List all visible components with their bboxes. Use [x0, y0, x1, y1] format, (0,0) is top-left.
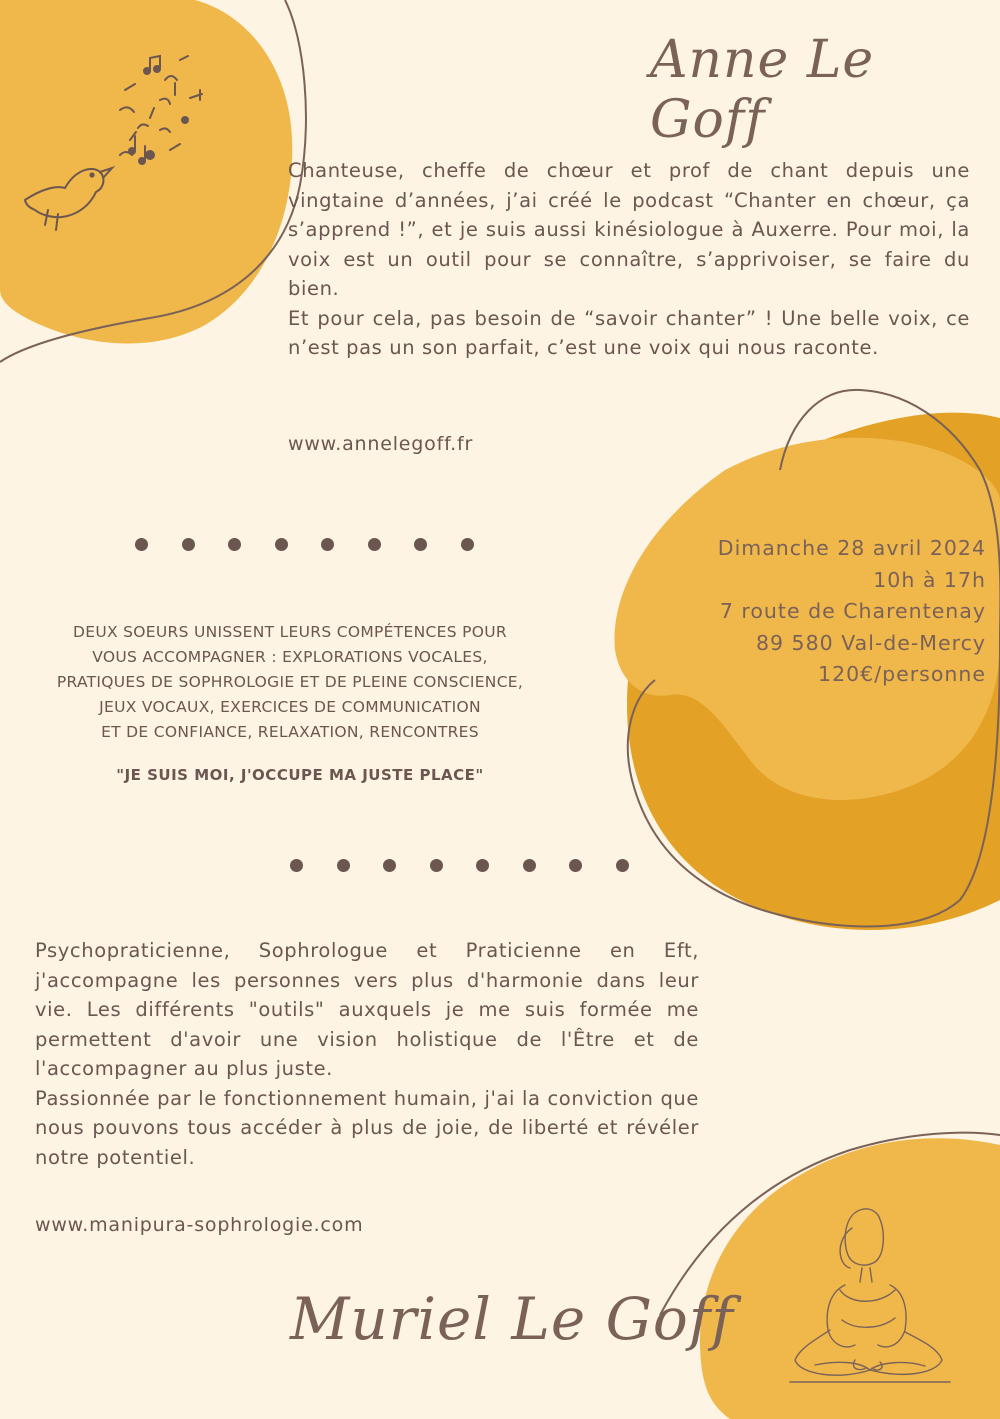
workshop-line: ET DE CONFIANCE, RELAXATION, RENCONTRES: [101, 723, 479, 741]
bottom-right-blob: [700, 1138, 1000, 1419]
separator-dot: [135, 538, 148, 551]
dot-separator: [135, 538, 507, 551]
anne-bio-paragraph: Chanteuse, cheffe de chœur et prof de chant depuis une vingtaine d’années, j’ai créé le podcast “Chanter en chœur, ça s’apprend !”, et je suis aussi kinésiologue à Auxerre. Pour moi, la voix est un outil pour se connaître, s’apprivoiser, se faire du bien.: [288, 159, 970, 300]
separator-dot: [430, 859, 443, 872]
separator-dot: [461, 538, 474, 551]
separator-dot: [383, 859, 396, 872]
top-left-blob: [0, 0, 292, 344]
event-hours: 10h à 17h: [873, 567, 986, 592]
muriel-bio: [35, 936, 699, 1172]
separator-dot: [182, 538, 195, 551]
anne-signature: Anne Le Goff: [650, 30, 875, 150]
dot-separator: [290, 859, 662, 872]
anne-website-link[interactable]: www.annelegoff.fr: [288, 433, 474, 455]
separator-dot: [275, 538, 288, 551]
separator-dot: [321, 538, 334, 551]
workshop-line: PRATIQUES DE SOPHROLOGIE ET DE PLEINE CONSCIENCE,: [56, 673, 524, 691]
event-date: Dimanche 28 avril 2024: [717, 536, 986, 560]
event-price: 120€/personne: [818, 662, 986, 686]
separator-dot: [368, 538, 381, 551]
muriel-website-link[interactable]: www.manipura-sophrologie.com: [35, 1214, 364, 1236]
workshop-line: VOUS ACCOMPAGNER : EXPLORATIONS VOCALES,: [92, 648, 488, 666]
anne-bio: [288, 156, 970, 363]
muriel-bio-paragraph: Psychopraticienne, Sophrologue et Praticienne en Eft, j'accompagne les personnes vers plus d'harmonie dans leur vie. Les différents "outils" auxquels je me suis formée me permettent d'avoir une vision holistique de l'Être et de l'accompagner au plus juste.: [35, 939, 699, 1080]
workshop-line: JEUX VOCAUX, EXERCICES DE COMMUNICATION: [99, 698, 481, 716]
separator-dot: [414, 538, 427, 551]
separator-dot: [569, 859, 582, 872]
anne-bio-paragraph: Et pour cela, pas besoin de “savoir chanter” ! Une belle voix, ce n’est pas un son parfait, c’est une voix qui nous raconte.: [288, 306, 970, 359]
event-address-line1: 7 route de Charentenay: [719, 599, 986, 623]
separator-dot: [228, 538, 241, 551]
event-info: [718, 533, 986, 691]
separator-dot: [476, 859, 489, 872]
separator-dot: [337, 859, 350, 872]
muriel-bio-paragraph: Passionnée par le fonctionnement humain, j'ai la conviction que nous pouvons tous accéder à plus de joie, de liberté et révéler notre potentiel.: [35, 1086, 699, 1169]
muriel-signature: Muriel Le Goff: [290, 1285, 734, 1353]
workshop-motto: "JE SUIS MOI, J'OCCUPE MA JUSTE PLACE": [116, 766, 484, 784]
separator-dot: [290, 859, 303, 872]
separator-dot: [523, 859, 536, 872]
workshop-description: [25, 620, 555, 745]
separator-dot: [616, 859, 629, 872]
event-address-line2: 89 580 Val-de-Mercy: [755, 630, 986, 655]
workshop-line: DEUX SOEURS UNISSENT LEURS COMPÉTENCES POUR: [73, 623, 507, 641]
